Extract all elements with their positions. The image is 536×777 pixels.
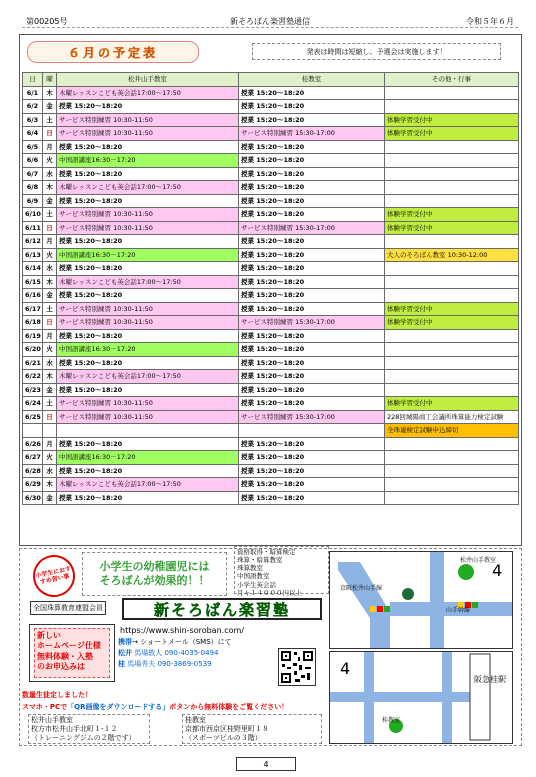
matsuiyamate-cell: 授業 15:20～18:20 <box>57 383 239 397</box>
other-cell: 体験学習受付中 <box>385 127 519 141</box>
matsuiyamate-cell: 中国語講座16:30－17:20 <box>57 343 239 357</box>
date-cell: 6/23 <box>23 383 43 397</box>
map-2-classroom-label: 桂教室 <box>382 717 401 724</box>
date-cell: 6/25 <box>23 410 43 424</box>
schedule-row <box>23 383 519 397</box>
schedule-row <box>23 316 519 330</box>
weekday-cell: 日 <box>43 221 57 235</box>
date-cell: 6/7 <box>23 167 43 181</box>
matsuiyamate-cell: 授業 15:20～18:20 <box>57 491 239 505</box>
katsura-cell: 授業 15:20～18:20 <box>239 262 385 276</box>
other-cell: 体験学習受付中 <box>385 397 519 411</box>
date-cell: 6/3 <box>23 113 43 127</box>
other-cell <box>385 383 519 397</box>
weekday-cell: 金 <box>43 383 57 397</box>
date-cell: 6/14 <box>23 262 43 276</box>
date-cell: 6/11 <box>23 221 43 235</box>
other-cell <box>385 478 519 492</box>
date-cell: 6/24 <box>23 397 43 411</box>
classroom-1-name: 松井山手教室 <box>31 716 73 724</box>
matsuiyamate-cell: 授業 15:20～18:20 <box>57 356 239 370</box>
contact-1-label: 松井 <box>118 648 132 657</box>
matsuiyamate-cell: サービス特別練習 10:30-11:50 <box>57 302 239 316</box>
promo-box[interactable] <box>29 624 115 682</box>
schedule-row <box>23 356 519 370</box>
date-cell: 6/1 <box>23 86 43 100</box>
weekday-cell: 月 <box>43 329 57 343</box>
date-cell: 6/6 <box>23 154 43 168</box>
katsura-cell: 授業 15:20～18:20 <box>239 289 385 303</box>
weekday-cell: 土 <box>43 397 57 411</box>
katsura-cell: 授業 15:20～18:20 <box>239 491 385 505</box>
matsuiyamate-cell: 木曜レッスンこども英会話17:00～17:50 <box>57 478 239 492</box>
schedule-row <box>23 248 519 262</box>
matsuiyamate-cell: 木曜レッスンこども英会話17:00～17:50 <box>57 370 239 384</box>
other-cell <box>385 289 519 303</box>
katsura-cell: 授業 15:20～18:20 <box>239 397 385 411</box>
date-cell: 6/29 <box>23 478 43 492</box>
matsuiyamate-cell: サービス特別練習 10:30-11:50 <box>57 316 239 330</box>
other-cell <box>385 140 519 154</box>
promo-line: のお申込みは <box>37 662 85 672</box>
matsuiyamate-cell: サービス特別練習 10:30-11:50 <box>57 410 239 424</box>
other-cell <box>385 194 519 208</box>
school-logo: 新そろばん楽習塾 <box>122 598 322 620</box>
weekday-cell: 木 <box>43 86 57 100</box>
matsuiyamate-cell: サービス特別練習 10:30-11:50 <box>57 208 239 222</box>
association-label: 全国珠算教育連盟会員 <box>30 601 106 615</box>
other-cell <box>385 167 519 181</box>
katsura-cell: 授業 15:20～18:20 <box>239 86 385 100</box>
schedule-row <box>23 221 519 235</box>
weekday-cell: 金 <box>43 289 57 303</box>
katsura-cell: 授業 15:20～18:20 <box>239 343 385 357</box>
schedule-body <box>23 86 519 505</box>
date-cell: 6/27 <box>23 451 43 465</box>
weekday-cell: 水 <box>43 262 57 276</box>
katsura-cell: 授業 15:20～18:20 <box>239 140 385 154</box>
other-cell <box>385 100 519 114</box>
classroom-2-note: （スポーツピルの３階） <box>185 734 262 743</box>
website-url[interactable]: https://www.shin-soroban.com/ <box>120 626 244 635</box>
other-cell: 体験学習受付中 <box>385 316 519 330</box>
sms-mark-label: 携帯 <box>118 638 132 646</box>
matsuiyamate-cell: 授業 15:20～18:20 <box>57 235 239 249</box>
schedule-row <box>23 181 519 195</box>
schedule-row <box>23 464 519 478</box>
katsura-cell: サービス特別練習 15:30-17:00 <box>239 221 385 235</box>
slogan-box <box>82 552 227 596</box>
weekday-cell: 月 <box>43 235 57 249</box>
weekday-cell: 日 <box>43 127 57 141</box>
weekday-cell: 日 <box>43 316 57 330</box>
matsuiyamate-cell: 木曜レッスンこども英会話17:00～17:50 <box>57 275 239 289</box>
note-line-1: 数量生徒定しました！ <box>22 691 92 699</box>
katsura-cell: サービス特別練習 15:30-17:00 <box>239 316 385 330</box>
course-line: 珠算教室 <box>237 564 263 573</box>
matsuiyamate-cell: サービス特別練習 10:30-11:50 <box>57 221 239 235</box>
header-other: その他・行事 <box>385 73 519 87</box>
weekday-cell: 土 <box>43 113 57 127</box>
schedule-row <box>23 154 519 168</box>
schedule-row <box>23 343 519 357</box>
other-cell: 全珠連検定試験申込締切 <box>385 424 519 438</box>
schedule-row <box>23 275 519 289</box>
course-line: 珠算・暗算教室 <box>237 556 283 565</box>
schedule-row <box>23 451 519 465</box>
slogan-line-1: 小学生の幼稚園児には <box>99 559 210 573</box>
katsura-cell: 授業 15:20～18:20 <box>239 113 385 127</box>
katsura-cell: 授業 15:20～18:20 <box>239 235 385 249</box>
map-2-drawing <box>330 652 512 743</box>
map-katsura <box>329 651 513 744</box>
recommend-seal: 小学生におすすめ習い事 <box>29 551 79 601</box>
katsura-cell: 授業 15:20～18:20 <box>239 383 385 397</box>
sms-line: 携帯→ ショートメール（SMS）にて <box>118 638 232 646</box>
weekday-cell: 火 <box>43 451 57 465</box>
promo-line: 無料体験・入塾 <box>37 651 93 661</box>
matsuiyamate-cell: 授業 15:20～18:20 <box>57 437 239 451</box>
other-cell <box>385 451 519 465</box>
course-list <box>234 546 329 597</box>
other-cell <box>385 275 519 289</box>
date-cell: 6/9 <box>23 194 43 208</box>
schedule-row <box>23 167 519 181</box>
classroom-1-note: （トレーニングジムの２階です） <box>31 734 136 743</box>
date-cell: 6/4 <box>23 127 43 141</box>
weekday-cell: 木 <box>43 181 57 195</box>
course-line: 小学生英会話 <box>237 580 276 589</box>
katsura-cell: 授業 15:20～18:20 <box>239 370 385 384</box>
other-cell <box>385 491 519 505</box>
contact-2-phone[interactable]: 馬場秀夫 090-3869-0539 <box>127 659 212 668</box>
other-cell <box>385 181 519 195</box>
header-day: 日 <box>23 73 43 87</box>
schedule-row <box>23 491 519 505</box>
schedule-row <box>23 478 519 492</box>
weekday-cell: 金 <box>43 100 57 114</box>
schedule-title: ６月の予定表 <box>67 45 158 60</box>
date-cell <box>23 424 43 438</box>
schedule-row <box>23 397 519 411</box>
schedule-header-row <box>23 73 519 87</box>
schedule-row <box>23 302 519 316</box>
weekday-cell: 月 <box>43 437 57 451</box>
issue-date: 令和５年６月 <box>466 17 514 26</box>
map-1-road-label: 山手幹線 <box>446 607 471 614</box>
date-cell: 6/16 <box>23 289 43 303</box>
weekday-cell: 金 <box>43 194 57 208</box>
weekday-cell: 火 <box>43 248 57 262</box>
date-cell: 6/5 <box>23 140 43 154</box>
date-cell: 6/15 <box>23 275 43 289</box>
weekday-cell: 火 <box>43 343 57 357</box>
schedule-row <box>23 289 519 303</box>
route-number: 4 <box>492 561 503 580</box>
date-cell: 6/12 <box>23 235 43 249</box>
weekday-cell: 水 <box>43 464 57 478</box>
date-cell: 6/20 <box>23 343 43 357</box>
date-cell: 6/13 <box>23 248 43 262</box>
schedule-table <box>22 72 519 505</box>
matsuiyamate-cell: サービス特別練習 10:30-11:50 <box>57 397 239 411</box>
other-cell <box>385 370 519 384</box>
katsura-cell: 授業 15:20～18:20 <box>239 451 385 465</box>
route-number: 4 <box>340 659 351 678</box>
katsura-cell: 授業 15:20～18:20 <box>239 478 385 492</box>
katsura-cell: 授業 15:20～18:20 <box>239 275 385 289</box>
classroom-2-street: 京都市西京区桂野里町１８ <box>185 725 269 734</box>
promo-inner <box>34 628 110 678</box>
other-cell: 体験学習受付中 <box>385 302 519 316</box>
katsura-cell: 授業 15:20～18:20 <box>239 194 385 208</box>
qr-code-icon[interactable] <box>278 648 316 686</box>
katsura-cell: 授業 15:20～18:20 <box>239 208 385 222</box>
date-cell: 6/10 <box>23 208 43 222</box>
other-cell <box>385 343 519 357</box>
other-cell: 大人のそろばん教室 10:30-12:00 <box>385 248 519 262</box>
schedule-row <box>23 208 519 222</box>
matsuiyamate-cell: 中国語講座16:30－17:20 <box>57 451 239 465</box>
katsura-cell: 授業 15:20～18:20 <box>239 100 385 114</box>
date-cell: 6/30 <box>23 491 43 505</box>
weekday-cell: 月 <box>43 140 57 154</box>
header-weekday: 曜 <box>43 73 57 87</box>
classroom-1-street: 枚方市松井山手北町１-１２ <box>31 725 118 734</box>
matsuiyamate-cell: 中国語講座16:30－17:20 <box>57 154 239 168</box>
matsuiyamate-cell: 授業 15:20～18:20 <box>57 464 239 478</box>
course-line: 月々１４０００円以上 <box>237 588 302 597</box>
matsuiyamate-cell: 中国語講座16:30－17:20 <box>57 248 239 262</box>
schedule-row <box>23 86 519 100</box>
course-line: 中国語教室 <box>237 572 270 581</box>
katsura-cell <box>239 424 385 438</box>
schedule-row <box>23 194 519 208</box>
schedule-row <box>23 262 519 276</box>
other-cell: 体験学習受付中 <box>385 208 519 222</box>
date-cell: 6/22 <box>23 370 43 384</box>
note-2-c: ボタンから無料体験をご覧ください！ <box>169 703 289 711</box>
schedule-row <box>23 235 519 249</box>
weekday-cell: 金 <box>43 491 57 505</box>
katsura-cell: 授業 15:20～18:20 <box>239 154 385 168</box>
weekday-cell: 木 <box>43 275 57 289</box>
other-cell <box>385 262 519 276</box>
weekday-cell: 火 <box>43 154 57 168</box>
cafe-icon <box>402 588 414 600</box>
header-katsura: 桂教室 <box>239 73 385 87</box>
classroom-1-address <box>28 714 150 744</box>
map-2-station-label: 阪急桂駅 <box>474 675 506 684</box>
schedule-row <box>23 410 519 424</box>
matsuiyamate-cell: 授業 15:20～18:20 <box>57 262 239 276</box>
other-cell: 228回城陽商工会議所珠算能力検定試験 <box>385 410 519 424</box>
date-cell: 6/26 <box>23 437 43 451</box>
classroom-2-address <box>182 714 322 744</box>
schedule-row <box>23 140 519 154</box>
other-cell <box>385 437 519 451</box>
other-cell <box>385 356 519 370</box>
other-cell: 体験学習受付中 <box>385 221 519 235</box>
classroom-marker-icon <box>458 564 474 580</box>
map-1-road-label-2: 京阪松井山手線 <box>340 585 383 592</box>
schedule-row <box>23 113 519 127</box>
date-cell: 6/17 <box>23 302 43 316</box>
schedule-row <box>23 424 519 438</box>
matsuiyamate-cell: サービス特別練習 10:30-11:50 <box>57 113 239 127</box>
course-line: 資格取得・暗算検定 <box>237 548 296 556</box>
note-line-2 <box>22 702 288 712</box>
other-cell <box>385 235 519 249</box>
map-1-drawing <box>330 552 512 648</box>
matsuiyamate-cell: サービス特別練習 10:30-11:50 <box>57 127 239 141</box>
weekday-cell: 水 <box>43 356 57 370</box>
note-2-a: スマホ・PCで <box>22 703 68 711</box>
weekday-cell: 土 <box>43 302 57 316</box>
newsletter-title: 新そろばん楽習塾通信 <box>230 17 310 26</box>
date-cell: 6/18 <box>23 316 43 330</box>
notice-box: 発表は時間は短縮し、予選会は実施します！ <box>252 43 501 60</box>
other-cell: 体験学習受付中 <box>385 113 519 127</box>
other-cell <box>385 86 519 100</box>
matsuiyamate-cell: 授業 15:20～18:20 <box>57 289 239 303</box>
contact-1-phone[interactable]: 馬場敦人 090-4035-0494 <box>134 648 219 657</box>
slogan-line-2: そろばんが効果的！！ <box>99 574 210 587</box>
page-number: 4 <box>236 757 296 771</box>
sms-text: ショートメール（SMS）にて <box>140 638 232 646</box>
other-cell <box>385 464 519 478</box>
promo-line: ホームページ仕様 <box>37 641 101 651</box>
map-matsuiyamate <box>329 551 513 649</box>
katsura-cell: 授業 15:20～18:20 <box>239 248 385 262</box>
contact-2-label: 桂 <box>118 659 125 668</box>
other-cell <box>385 154 519 168</box>
katsura-cell: 授業 15:20～18:20 <box>239 167 385 181</box>
classroom-2-name: 桂教室 <box>185 716 206 724</box>
katsura-cell: 授業 15:20～18:20 <box>239 329 385 343</box>
matsuiyamate-cell: 木曜レッスンこども英会話17:00～17:50 <box>57 86 239 100</box>
weekday-cell: 水 <box>43 167 57 181</box>
katsura-cell: 授業 15:20～18:20 <box>239 181 385 195</box>
header-matsuiyamate: 松井山手教室 <box>57 73 239 87</box>
katsura-cell: 授業 15:20～18:20 <box>239 464 385 478</box>
matsuiyamate-cell: 授業 15:20～18:20 <box>57 100 239 114</box>
schedule-row <box>23 329 519 343</box>
date-cell: 6/19 <box>23 329 43 343</box>
matsuiyamate-cell: 授業 15:20～18:20 <box>57 194 239 208</box>
weekday-cell: 木 <box>43 478 57 492</box>
weekday-cell <box>43 424 57 438</box>
katsura-cell: 授業 15:20～18:20 <box>239 437 385 451</box>
schedule-row <box>23 127 519 141</box>
page-header <box>22 14 518 28</box>
weekday-cell: 土 <box>43 208 57 222</box>
promo-line: 新しい <box>37 631 61 640</box>
matsuiyamate-cell: 授業 15:20～18:20 <box>57 329 239 343</box>
note-2-b: 「QR画像をダウンロードする」 <box>67 703 170 711</box>
map-1-classroom-label: 松井山手教室 <box>460 557 497 564</box>
katsura-cell: 授業 15:20～18:20 <box>239 302 385 316</box>
weekday-cell: 木 <box>43 370 57 384</box>
date-cell: 6/2 <box>23 100 43 114</box>
matsuiyamate-cell <box>57 424 239 438</box>
schedule-row <box>23 437 519 451</box>
issue-number: 第00205号 <box>26 17 68 26</box>
schedule-row <box>23 100 519 114</box>
date-cell: 6/8 <box>23 181 43 195</box>
matsuiyamate-cell: 授業 15:20～18:20 <box>57 140 239 154</box>
matsuiyamate-cell: 授業 15:20～18:20 <box>57 167 239 181</box>
katsura-cell: サービス特別練習 15:30-17:00 <box>239 127 385 141</box>
other-cell <box>385 329 519 343</box>
katsura-cell: 授業 15:20～18:20 <box>239 356 385 370</box>
matsuiyamate-cell: 木曜レッスンこども英会話17:00～17:50 <box>57 181 239 195</box>
weekday-cell: 日 <box>43 410 57 424</box>
schedule-row <box>23 370 519 384</box>
date-cell: 6/28 <box>23 464 43 478</box>
schedule-title-box <box>27 41 199 63</box>
date-cell: 6/21 <box>23 356 43 370</box>
katsura-cell: サービス特別練習 15:30-17:00 <box>239 410 385 424</box>
